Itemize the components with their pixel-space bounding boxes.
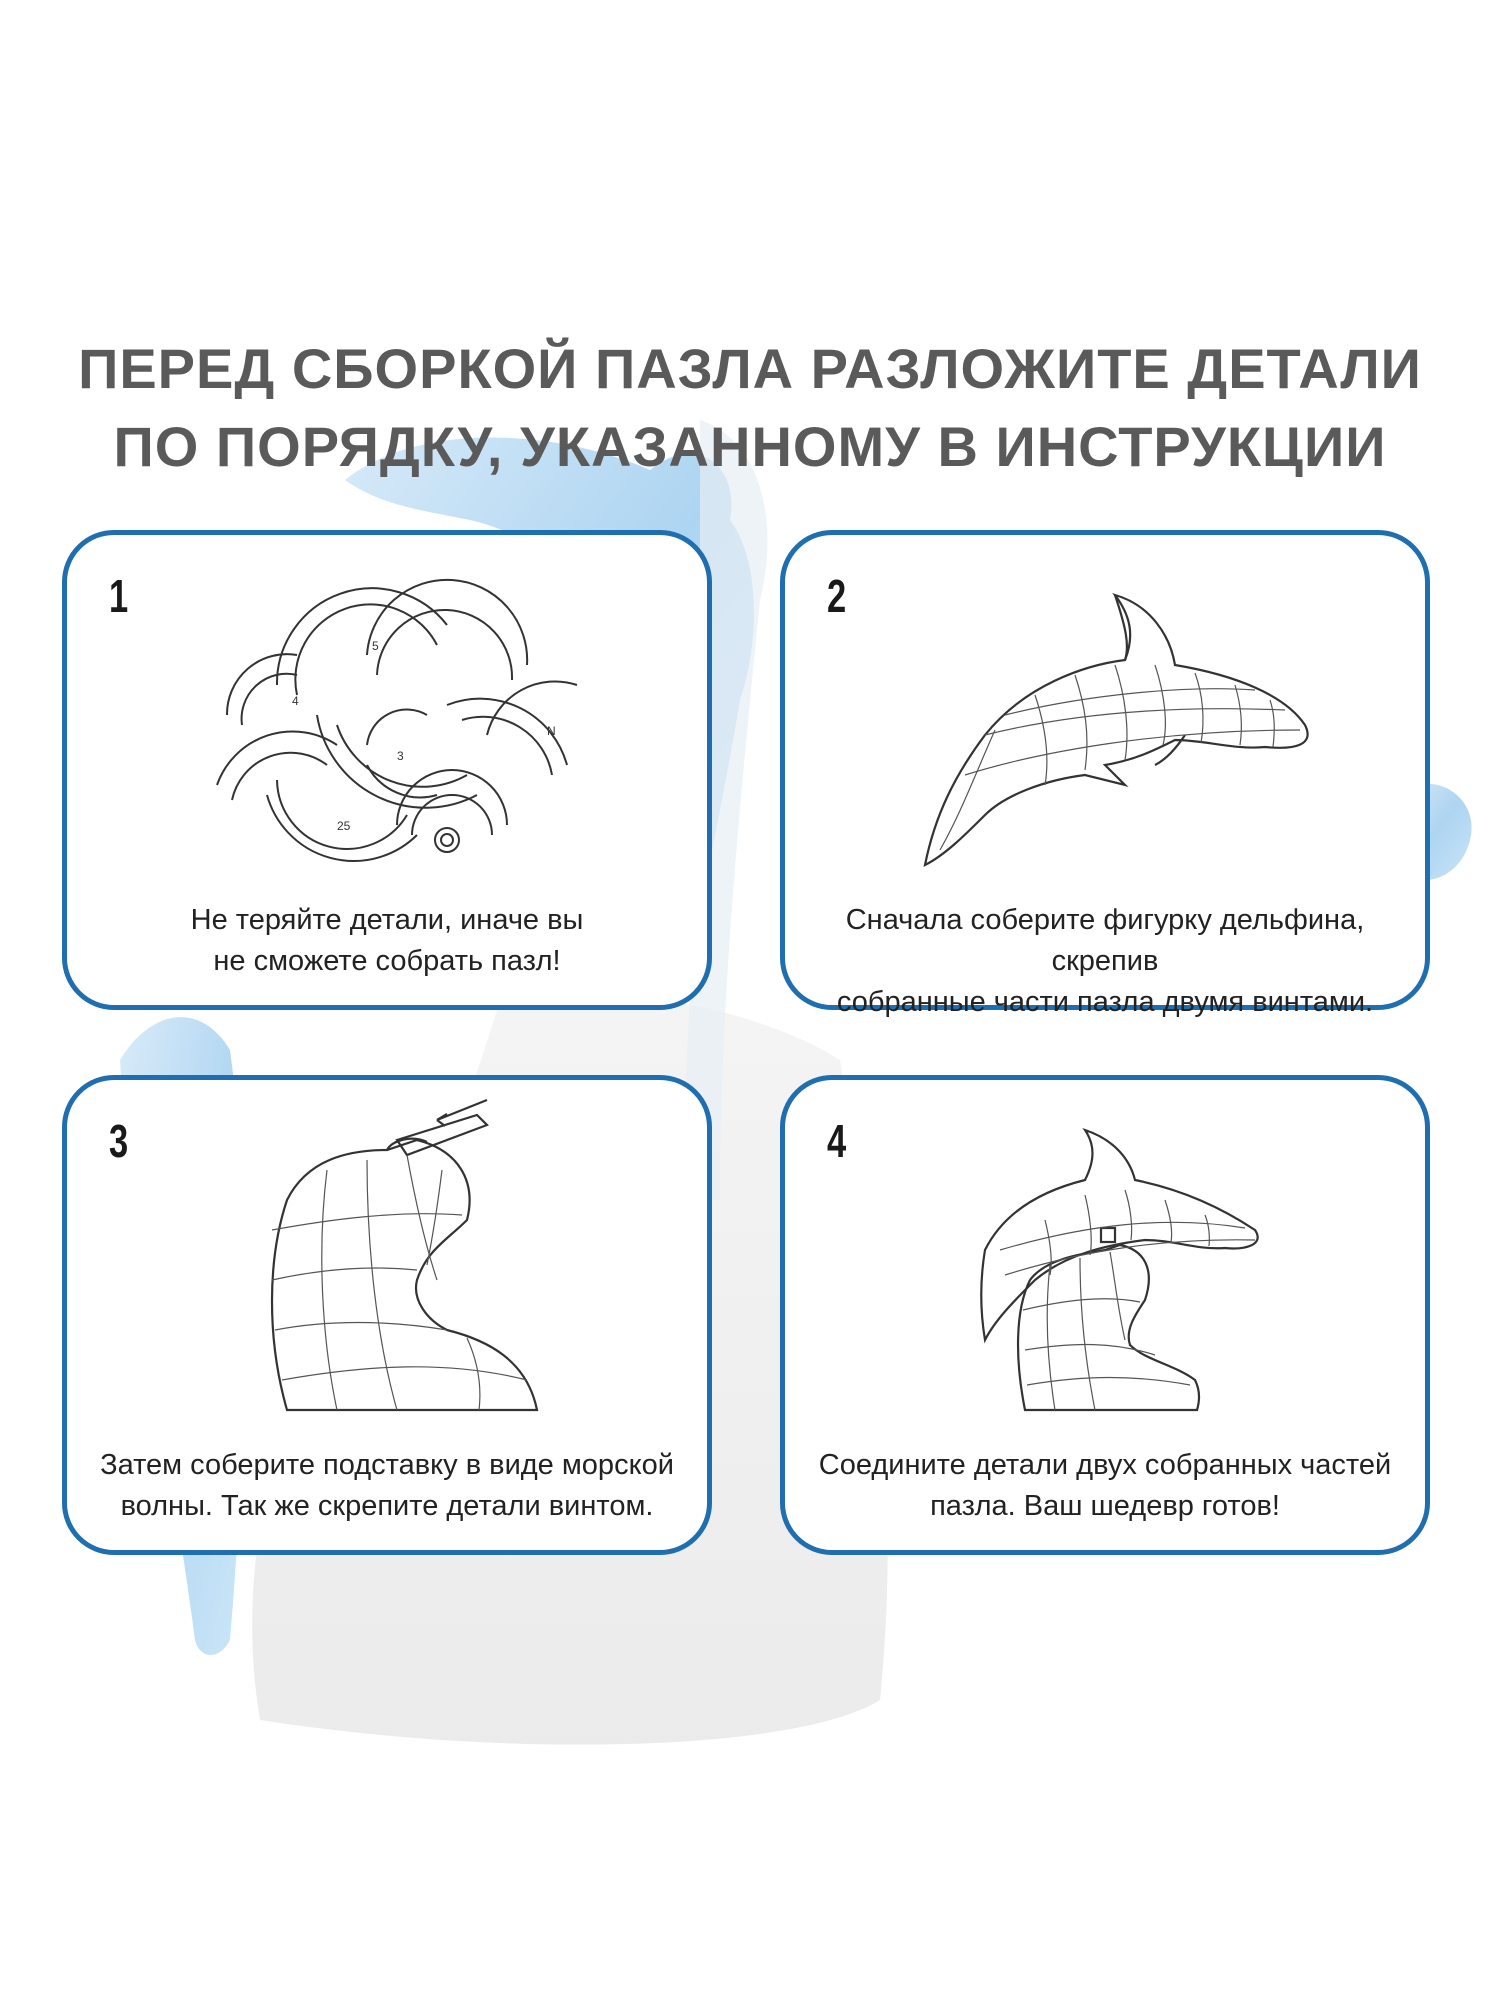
step-caption — [87, 900, 687, 982]
piece-number-4: 4 — [292, 694, 299, 708]
step-caption — [805, 1445, 1405, 1527]
piece-number-n: N — [547, 724, 556, 738]
step-caption — [805, 900, 1405, 1023]
puzzle-pieces-illustration — [67, 535, 717, 875]
caption-line-1: Затем соберите подставку в виде морской — [100, 1449, 674, 1481]
step-number: 3 — [109, 1115, 129, 1167]
step-card-1 — [62, 530, 712, 1010]
caption-line-1: Не теряйте детали, иначе вы — [190, 904, 584, 936]
step-number: 1 — [109, 570, 129, 622]
caption-line-2: не сможете собрать пазл! — [213, 945, 561, 977]
step-card-2 — [780, 530, 1430, 1018]
step-caption — [87, 1445, 687, 1527]
step-card-4 — [780, 1075, 1430, 1555]
headline-line-2: ПО ПОРЯДКУ, УКАЗАННОМУ В ИНСТРУКЦИИ — [113, 415, 1387, 478]
wave-stand-illustration — [67, 1080, 717, 1420]
piece-number-25: 25 — [337, 819, 351, 833]
step-card-3 — [62, 1075, 712, 1555]
step-number: 2 — [827, 570, 847, 622]
caption-line-1: Соедините детали двух собранных частей — [818, 1449, 1392, 1481]
piece-number-3: 3 — [397, 749, 404, 763]
caption-line-1: Сначала соберите фигурку дельфина, скрепив — [845, 904, 1365, 977]
step-number: 4 — [827, 1115, 847, 1167]
assembled-dolphin-illustration — [785, 1080, 1435, 1420]
caption-line-2: пазла. Ваш шедевр готов! — [930, 1490, 1280, 1522]
piece-number-5: 5 — [372, 639, 379, 653]
caption-line-2: волны. Так же скрепите детали винтом. — [120, 1490, 654, 1522]
dolphin-outline-illustration — [785, 535, 1435, 875]
headline-line-1: ПЕРЕД СБОРКОЙ ПАЗЛА РАЗЛОЖИТЕ ДЕТАЛИ — [78, 337, 1422, 400]
caption-line-2: собранные части пазла двумя винтами. — [836, 986, 1374, 1018]
headline — [0, 330, 1500, 486]
